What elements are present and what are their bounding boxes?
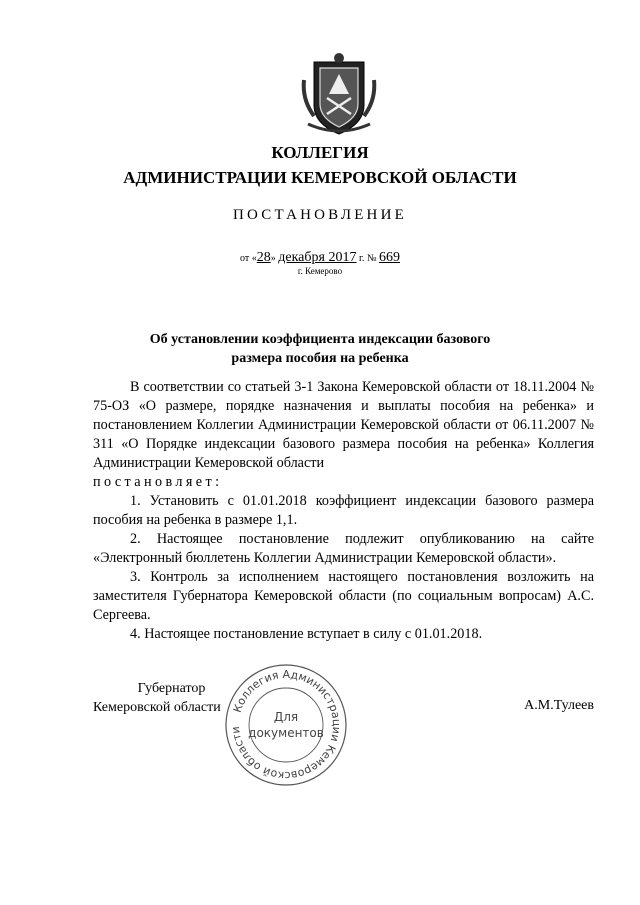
item-4: 4. Настоящее постановление вступает в силу с 01.01.2018. — [130, 626, 483, 642]
org-title-line2: АДМИНИСТРАЦИИ КЕМЕРОВСКОЙ ОБЛАСТИ — [123, 168, 517, 187]
signatory-name: А.М.Тулеев — [524, 698, 594, 713]
decrees-word: постановляет: — [93, 474, 223, 490]
date-sep: » — [270, 253, 276, 264]
date-line — [0, 250, 640, 266]
document-number: 669 — [378, 250, 400, 265]
signatory-title-line1: Губернатор — [137, 681, 206, 696]
org-title-line1: КОЛЛЕГИЯ — [271, 143, 369, 162]
document-body — [93, 378, 594, 644]
item-1: 1. Установить с 01.01.2018 коэффициент индексации базового размера пособия на ребенка в размере 1,1. — [93, 493, 594, 528]
subject-line1: Об установлении коэффициента индексации базового — [149, 332, 491, 347]
item-3: 3. Контроль за исполнением настоящего постановления возложить на заместителя Губернатора Кемеровской области (по социальным вопросам) А.С. Сергеева. — [93, 569, 594, 623]
signatory-title-line2: Кемеровской области — [93, 700, 221, 715]
city-line: г. Кемерово — [297, 266, 343, 276]
signatory-title — [93, 679, 228, 717]
seal-center-line1: Для — [273, 710, 299, 724]
date-prefix: от « — [240, 253, 257, 264]
coat-of-arms-emblem — [300, 50, 378, 136]
subject-line2: размера пособия на ребенка — [231, 351, 409, 366]
item-2: 2. Настоящее постановление подлежит опубликованию на сайте «Электронный бюллетень Коллегии Администрации Кемеровской области». — [93, 531, 594, 566]
seal-center-line2: документов — [248, 726, 324, 740]
date-year-suffix: г. — [358, 253, 365, 264]
document-type: ПОСТАНОВЛЕНИЕ — [233, 207, 407, 223]
seal-ring-text: Коллегия Администрации Кемеровской области — [228, 667, 344, 783]
document-subject — [0, 330, 640, 368]
date-day: 28 — [256, 250, 271, 265]
number-label: № — [366, 253, 377, 264]
intro-paragraph: В соответствии со статьей 3-1 Закона Кемеровской области от 18.11.2004 № 75-ОЗ «О размере, порядке назначения и выплаты пособия на ребенка» и постановлением Коллегии Администрации Кемеровской области от 06.11.2007 № 311 «О Порядке индексации базового размера пособия на ребенка» Коллегия Администрации Кемеровской области — [93, 379, 594, 471]
official-seal — [224, 663, 348, 787]
date-month-year: декабря 2017 — [278, 250, 357, 265]
